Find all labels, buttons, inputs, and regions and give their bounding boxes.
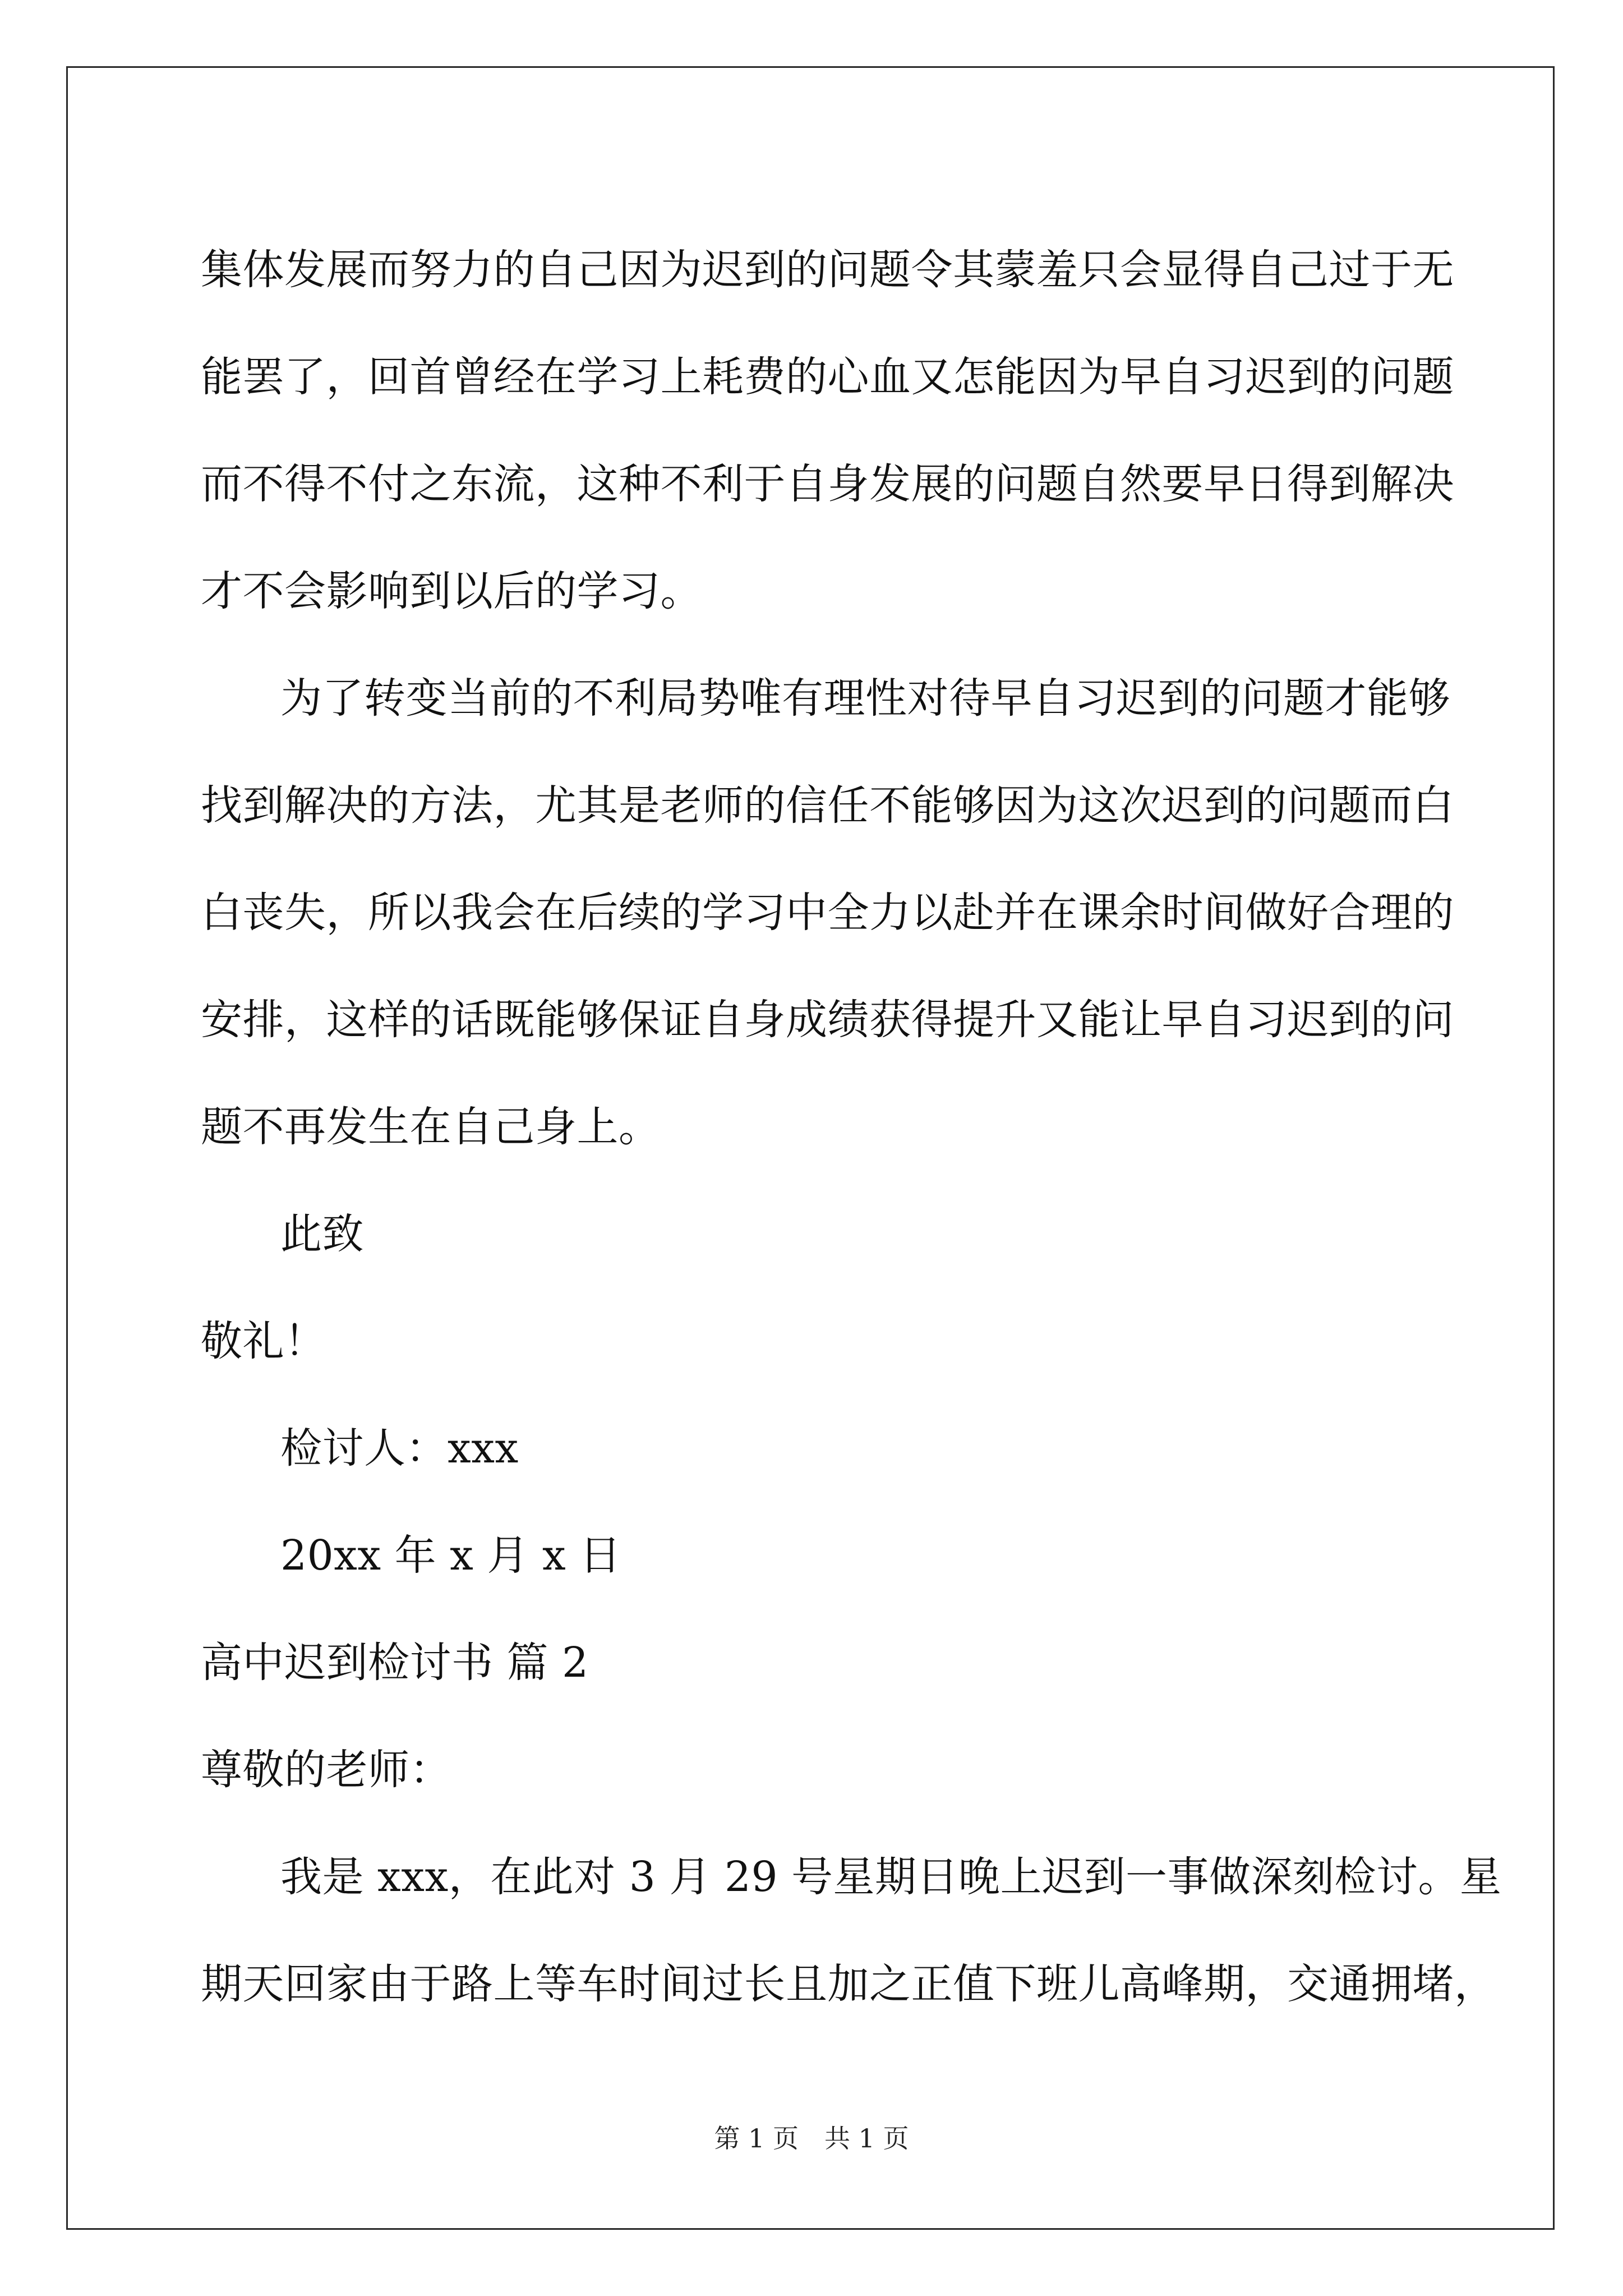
- date-line: 20xx 年 x 月 x 日: [280, 1531, 621, 1580]
- text-line: 集体发展而努力的自己因为迟到的问题令其蒙羞只会显得自己过于无: [201, 246, 1454, 294]
- text-line: 我是 xxx，在此对 3 月 29 号星期日晚上迟到一事做深刻检讨。星: [280, 1853, 1502, 1901]
- document-body: [201, 217, 1502, 2038]
- section-heading: 高中迟到检讨书 篇 2: [201, 1639, 589, 1687]
- text-line: 题不再发生在自己身上。: [201, 1103, 661, 1151]
- text-line: 找到解决的方法，尤其是老师的信任不能够因为这次迟到的问题而白: [201, 781, 1454, 830]
- text-line: 才不会影响到以后的学习。: [201, 567, 702, 615]
- text-line: 而不得不付之东流，这种不利于自身发展的问题自然要早日得到解决: [201, 460, 1454, 508]
- text-line: 能罢了，回首曾经在学习上耗费的心血又怎能因为早自习迟到的问题: [201, 353, 1454, 401]
- page-number-footer: 第 1 页 共 1 页: [714, 2123, 909, 2154]
- text-line: 白丧失，所以我会在后续的学习中全力以赴并在课余时间做好合理的: [201, 889, 1454, 937]
- text-line: 安排，这样的话既能够保证自身成绩获得提升又能让早自习迟到的问: [201, 996, 1454, 1044]
- closing-respect: 敬礼！: [201, 1317, 326, 1365]
- closing-salutation: 此致: [280, 1210, 364, 1258]
- text-line: 期天回家由于路上等车时间过长且加之正值下班儿高峰期，交通拥堵，: [201, 1960, 1496, 2008]
- greeting: 尊敬的老师：: [201, 1746, 451, 1794]
- text-line: 为了转变当前的不利局势唯有理性对待早自习迟到的问题才能够: [280, 674, 1450, 723]
- signature-line: 检讨人：xxx: [280, 1424, 519, 1473]
